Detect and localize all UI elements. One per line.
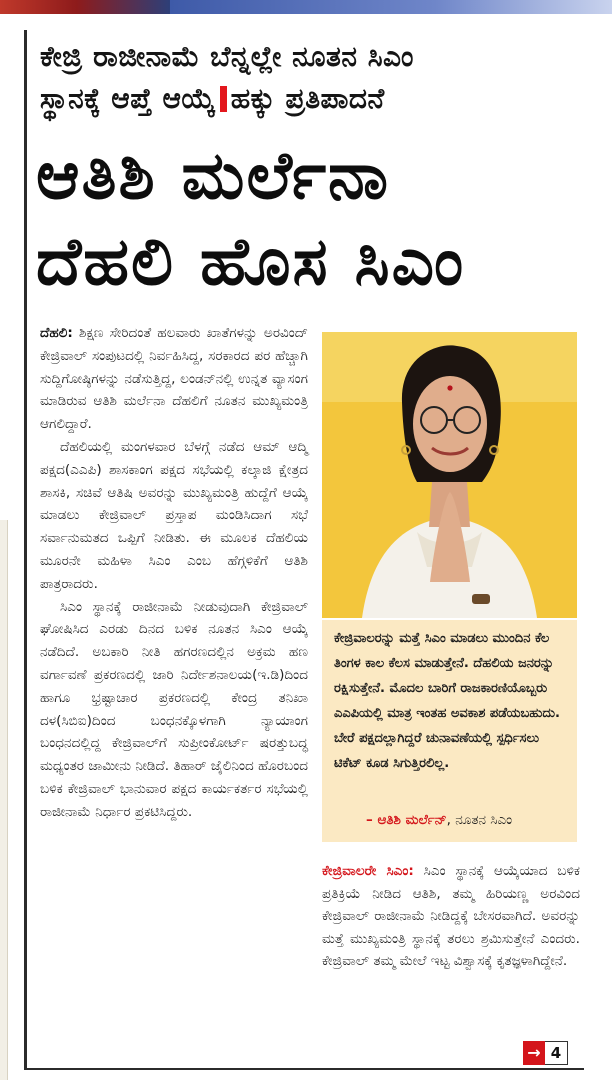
pull-quote-box: [322, 620, 577, 842]
kicker-line-2: [40, 80, 580, 118]
pull-quote-attribution-name: – ಆತಿಶಿ ಮರ್ಲೆನ್: [366, 812, 447, 828]
kicker-line-2-part-a: ಸ್ಥಾನಕ್ಕೆ ಆಪ್ತೆ ಆಯ್ಕೆ: [40, 82, 216, 115]
article-paragraph-1: [40, 322, 308, 436]
pull-quote-text: ಕೇಜ್ರಿವಾಲರನ್ನು ಮತ್ತೆ ಸಿಎಂ ಮಾಡಲು ಮುಂದಿನ ಕೆಲ ತಿಂಗಳ ಕಾಲ ಕೆಲಸ ಮಾಡುತ್ತೇನೆ. ದೆಹಲಿಯ ಜನರನ್ನು ರಕ್ಷಿಸುತ್ತೇನೆ. ಮೊದಲ ಬಾರಿಗೆ ರಾಜಕಾರಣಿಯೊಬ್ಬರು ಎಎಪಿಯಲ್ಲಿ ಮಾತ್ರ ಇಂತಹ ಅವಕಾಶ ಪಡೆಯಬಹುದು. ಬೇರೆ ಪಕ್ಷದಲ್ಲಾಗಿದ್ದರೆ ಚುನಾವಣೆಯಲ್ಲಿ ಸ್ಪರ್ಧಿಸಲು ಟಿಕೆಟ್ ಕೂಡ ಸಿಗುತ್ತಿರಲಿಲ್ಲ.: [334, 631, 560, 771]
kicker-line-1: ಕೇಜ್ರಿ ರಾಜೀನಾಮೆ ಬೆನ್ನಲ್ಲೇ ನೂತನ ಸಿಎಂ: [40, 40, 414, 73]
top-photo-strip: [0, 0, 612, 14]
kicker-line-2-part-b: ಹಕ್ಕು ಪ್ರತಿಪಾದನೆ: [230, 82, 385, 115]
arrow-right-icon: →: [523, 1041, 545, 1065]
top-strip-image-right: [170, 0, 612, 14]
portrait-illustration: [322, 332, 577, 618]
article-frame-bottom-rule: [24, 1068, 584, 1070]
dateline: ದೆಹಲಿ:: [40, 325, 73, 341]
article-frame-left-rule: [24, 30, 27, 1070]
article-paragraph-1-text: ಶಿಕ್ಷಣ ಸೇರಿದಂತೆ ಹಲವಾರು ಖಾತೆಗಳನ್ನು ಅರವಿಂದ್ ಕೇಜ್ರಿವಾಲ್ ಸಂಪುಟದಲ್ಲಿ ನಿರ್ವಹಿಸಿದ್ದ, ಸರಕಾರದ ಪರ ಹೆಚ್ಚಾಗಿ ಸುದ್ದಿಗೋಷ್ಠಿಗಳನ್ನು ನಡೆಸುತ್ತಿದ್ದ, ಲಂಡನ್‌ನಲ್ಲಿ ಉನ್ನತ ವ್ಯಾಸಂಗ ಮಾಡಿರುವ ಆತಿಶಿ ಮರ್ಲೆನಾ ದೆಹಲಿಗೆ ನೂತನ ಮುಖ್ಯಮಂತ್ರಿ ಆಗಲಿದ್ದಾರೆ.: [40, 325, 308, 433]
continued-page-reference[interactable]: [523, 1041, 568, 1065]
article-body: [40, 322, 308, 824]
sidebar-text: ಸಿಎಂ ಸ್ಥಾನಕ್ಕೆ ಆಯ್ಕೆಯಾದ ಬಳಿಕ ಪ್ರತಿಕ್ರಿಯೆ ನೀಡಿದ ಆತಿಶಿ, ತಮ್ಮ ಹಿರಿಯಣ್ಣ ಅರವಿಂದ ಕೇಜ್ರಿವಾಲ್ ರಾಜೀನಾಮೆ ನೀಡಿದ್ದಕ್ಕೆ ಬೇಸರವಾಗಿದೆ. ಅವರನ್ನು ಮತ್ತೆ ಮುಖ್ಯಮಂತ್ರಿ ಸ್ಥಾನಕ್ಕೆ ತರಲು ಶ್ರಮಿಸುತ್ತೇನೆ ಎಂದರು. ಕೇಜ್ರಿವಾಲ್ ತಮ್ಮ ಮೇಲೆ ಇಟ್ಟ ವಿಶ್ವಾಸಕ್ಕೆ ಕೃತಜ್ಞಳಾಗಿದ್ದೇನೆ.: [322, 863, 580, 970]
sidebar-story: [322, 860, 580, 973]
page-number: 4: [545, 1041, 568, 1065]
article-paragraph-2: ದೆಹಲಿಯಲ್ಲಿ ಮಂಗಳವಾರ ಬೆಳಗ್ಗೆ ನಡೆದ ಆಮ್ ಆದ್ಮಿ ಪಕ್ಷದ(ಎಎಪಿ) ಶಾಸಕಾಂಗ ಪಕ್ಷದ ಸಭೆಯಲ್ಲಿ ಕಲ್ಕಾಜಿ ಕ್ಷೇತ್ರದ ಶಾಸಕಿ, ಸಚಿವೆ ಆತಿಷಿ ಅವರನ್ನು ಮುಖ್ಯಮಂತ್ರಿ ಹುದ್ದೆಗೆ ಆಯ್ಕೆ ಮಾಡಲು ಕೇಜ್ರಿವಾಲ್ ಪ್ರಸ್ತಾಪ ಮಂಡಿಸಿದಾಗ ಸಭೆ ಸರ್ವಾನುಮತದ ಒಪ್ಪಿಗೆ ನೀಡಿತು. ಈ ಮೂಲಕ ದೆಹಲಿಯ ಮೂರನೇ ಮಹಿಳಾ ಸಿಎಂ ಎಂಬ ಹೆಗ್ಗಳಿಕೆಗೆ ಆತಿಶಿ ಪಾತ್ರರಾದರು.: [40, 438, 308, 592]
sidebar-lead: ಕೇಜ್ರಿವಾಲರೇ ಸಿಎಂ:: [322, 863, 414, 879]
headline-line-1: ಆತಿಶಿ ಮರ್ಲೆನಾ: [36, 137, 391, 214]
kicker-separator-bar: [220, 86, 227, 112]
article-paragraph-3: ಸಿಎಂ ಸ್ಥಾನಕ್ಕೆ ರಾಜೀನಾಮೆ ನೀಡುವುದಾಗಿ ಕೇಜ್ರಿವಾಲ್ ಘೋಷಿಸಿದ ಎರಡು ದಿನದ ಬಳಿಕ ನೂತನ ಸಿಎಂ ಆಯ್ಕೆ ನಡೆದಿದೆ. ಅಬಕಾರಿ ನೀತಿ ಹಗರಣದಲ್ಲಿನ ಅಕ್ರಮ ಹಣ ವರ್ಗಾವಣೆ ಪ್ರಕರಣದಲ್ಲಿ ಜಾರಿ ನಿರ್ದೇಶನಾಲಯ(ಇ.ಡಿ)ದಿಂದ ಹಾಗೂ ಭ್ರಷ್ಟಾಚಾರ ಪ್ರಕರಣದಲ್ಲಿ ಕೇಂದ್ರ ತನಿಖಾ ದಳ(ಸಿಬಿಐ)ದಿಂದ ಬಂಧನಕ್ಕೊಳಗಾಗಿ ನ್ಯಾಯಾಂಗ ಬಂಧನದಲ್ಲಿದ್ದ ಕೇಜ್ರಿವಾಲ್‌ಗೆ ಸುಪ್ರೀಂಕೋರ್ಟ್ ಷರತ್ತುಬದ್ಧ ಮಧ್ಯಂತರ ಜಾಮೀನು ನೀಡಿದೆ. ತಿಹಾರ್ ಜೈಲಿನಿಂದ ಹೊರಬಂದ ಬಳಿಕ ಕೇಜ್ರಿವಾಲ್ ಭಾನುವಾರ ಪಕ್ಷದ ಕಾರ್ಯಕರ್ತರ ಸಭೆಯಲ್ಲಿ ರಾಜೀನಾಮೆ ನಿರ್ಧಾರ ಪ್ರಕಟಿಸಿದ್ದರು.: [40, 598, 308, 820]
top-strip-image-left: [0, 0, 170, 14]
portrait-photo: [322, 332, 577, 618]
pull-quote-attribution: [366, 810, 512, 830]
headline-line-2: ದೆಹಲಿ ಹೊಸ ಸಿಎಂ: [36, 223, 466, 300]
pull-quote-attribution-role: , ನೂತನ ಸಿಎಂ: [446, 812, 513, 828]
adjacent-page-edge: [0, 520, 8, 1080]
